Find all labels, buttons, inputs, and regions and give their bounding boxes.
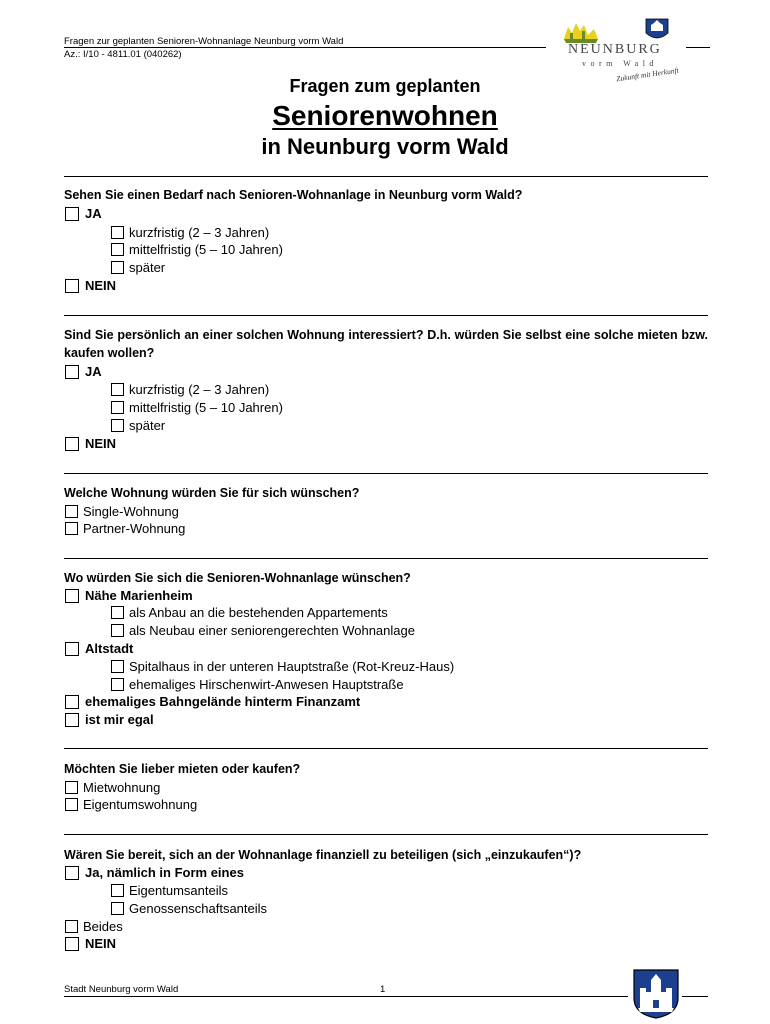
title-line-2: Seniorenwohnen — [272, 100, 498, 131]
checkbox[interactable] — [111, 884, 124, 897]
checkbox[interactable] — [65, 589, 79, 603]
checkbox[interactable] — [111, 383, 124, 396]
option-label: als Neubau einer seniorengerechten Wohnanlage — [129, 623, 415, 638]
option-label: Eigentumsanteils — [129, 883, 228, 898]
option-label: JA — [85, 206, 102, 221]
q4-option-altstadt[interactable] — [65, 640, 133, 657]
checkbox[interactable] — [111, 660, 124, 673]
option-label: Genossenschaftsanteils — [129, 901, 268, 916]
checkbox[interactable] — [65, 365, 79, 379]
checkbox[interactable] — [65, 279, 79, 293]
checkbox[interactable] — [65, 713, 79, 727]
q1-sub-option[interactable] — [111, 241, 283, 258]
option-label: Beides — [83, 919, 123, 934]
q4-sub-option[interactable] — [111, 676, 404, 693]
checkbox[interactable] — [65, 798, 78, 811]
checkbox[interactable] — [111, 401, 124, 414]
checkbox[interactable] — [65, 522, 78, 535]
city-crest-icon — [632, 968, 680, 1020]
q3-option[interactable] — [65, 503, 179, 520]
q6-option-ja[interactable] — [65, 864, 244, 881]
checkbox[interactable] — [65, 866, 79, 880]
option-label: ehemaliges Hirschenwirt-Anwesen Hauptstraße — [129, 677, 404, 692]
header-rule-right — [686, 47, 710, 48]
logo-slogan: Zukunft mit Herkunft — [615, 65, 680, 84]
section-divider — [64, 748, 708, 749]
option-label: Eigentumswohnung — [83, 797, 198, 812]
q1-sub-option[interactable] — [111, 224, 269, 241]
q2-sub-option[interactable] — [111, 417, 165, 434]
option-label: JA — [85, 364, 102, 379]
option-label: Ja, nämlich in Form eines — [85, 865, 244, 880]
logo-subtitle: vorm Wald — [582, 59, 658, 68]
q5-option[interactable] — [65, 779, 160, 796]
option-label: mittelfristig (5 – 10 Jahren) — [129, 400, 283, 415]
option-label: ehemaliges Bahngelände hinterm Finanzamt — [85, 694, 361, 709]
option-label: Single-Wohnung — [83, 504, 179, 519]
option-label: Spitalhaus in der unteren Hauptstraße (Rot-Kreuz-Haus) — [129, 659, 455, 674]
option-label: Mietwohnung — [83, 780, 161, 795]
q1-sub-option[interactable] — [111, 259, 165, 276]
question-4: Wo würden Sie sich die Senioren-Wohnanlage wünschen? — [64, 571, 411, 585]
logo-graphic-icon — [560, 15, 686, 45]
footer-rule-right — [682, 996, 708, 997]
q1-option-ja[interactable] — [65, 205, 102, 222]
section-divider — [64, 315, 708, 316]
footer-rule — [64, 996, 628, 997]
option-label: kurzfristig (2 – 3 Jahren) — [129, 382, 270, 397]
q2-option-nein[interactable] — [65, 435, 116, 452]
checkbox[interactable] — [111, 261, 124, 274]
q5-option[interactable] — [65, 796, 197, 813]
header-rule — [64, 47, 546, 48]
section-divider — [64, 834, 708, 835]
checkbox[interactable] — [111, 419, 124, 432]
reference-number: Az.: I/10 - 4811.01 (040262) — [64, 49, 182, 60]
option-label: ist mir egal — [85, 712, 154, 727]
document-title: Fragen zur geplanten Senioren-Wohnanlage Neunburg vorm Wald — [64, 36, 344, 47]
footer-organization: Stadt Neunburg vorm Wald — [64, 984, 179, 995]
q6-option-nein[interactable] — [65, 935, 116, 952]
question-2: Sind Sie persönlich an einer solchen Wohnung interessiert? D.h. würden Sie selbst eine solche mieten bzw. kaufen wollen? — [64, 328, 708, 360]
option-label: kurzfristig (2 – 3 Jahren) — [129, 225, 270, 240]
q3-option[interactable] — [65, 520, 185, 537]
q2-sub-option[interactable] — [111, 381, 269, 398]
option-label: Altstadt — [85, 641, 134, 656]
logo-name: NEUNBURG — [568, 42, 662, 57]
checkbox[interactable] — [65, 505, 78, 518]
q1-option-nein[interactable] — [65, 277, 116, 294]
question-1: Sehen Sie einen Bedarf nach Senioren-Wohnanlage in Neunburg vorm Wald? — [64, 188, 523, 202]
checkbox[interactable] — [65, 437, 79, 451]
q6-option-beides[interactable] — [65, 918, 123, 935]
option-label: NEIN — [85, 278, 117, 293]
option-label: Partner-Wohnung — [83, 521, 186, 536]
checkbox[interactable] — [111, 243, 124, 256]
question-6: Wären Sie bereit, sich an der Wohnanlage finanziell zu beteiligen (sich „einzukaufen“)? — [64, 848, 582, 862]
checkbox[interactable] — [65, 642, 79, 656]
option-label: NEIN — [85, 436, 117, 451]
checkbox[interactable] — [111, 624, 124, 637]
checkbox[interactable] — [65, 207, 79, 221]
title-line-1: Fragen zum geplanten — [289, 76, 481, 96]
q4-sub-option[interactable] — [111, 658, 454, 675]
option-label: später — [129, 260, 166, 275]
checkbox[interactable] — [65, 781, 78, 794]
section-divider — [64, 473, 708, 474]
q4-sub-option[interactable] — [111, 622, 415, 639]
option-label: mittelfristig (5 – 10 Jahren) — [129, 242, 283, 257]
document-header — [64, 35, 343, 61]
checkbox[interactable] — [111, 606, 124, 619]
title-line-3: in Neunburg vorm Wald — [261, 134, 509, 159]
section-divider — [64, 558, 708, 559]
q4-sub-option[interactable] — [111, 604, 388, 621]
checkbox[interactable] — [111, 678, 124, 691]
q2-sub-option[interactable] — [111, 399, 283, 416]
option-label: NEIN — [85, 936, 117, 951]
q6-sub-option[interactable] — [111, 900, 267, 917]
q6-sub-option[interactable] — [111, 882, 228, 899]
page-number: 1 — [380, 984, 386, 995]
q4-option-bahngelaende[interactable] — [65, 693, 360, 710]
section-divider — [64, 176, 708, 177]
q4-option-marienheim[interactable] — [65, 587, 193, 604]
q2-option-ja[interactable] — [65, 363, 102, 380]
checkbox[interactable] — [111, 902, 124, 915]
option-label: als Anbau an die bestehenden Appartements — [129, 605, 388, 620]
question-3: Welche Wohnung würden Sie für sich wünschen? — [64, 486, 360, 500]
option-label: später — [129, 418, 166, 433]
checkbox[interactable] — [65, 937, 79, 951]
q4-option-egal[interactable] — [65, 711, 154, 728]
checkbox[interactable] — [65, 920, 78, 933]
question-5: Möchten Sie lieber mieten oder kaufen? — [64, 762, 301, 776]
option-label: Nähe Marienheim — [85, 588, 193, 603]
checkbox[interactable] — [65, 695, 79, 709]
checkbox[interactable] — [111, 226, 124, 239]
